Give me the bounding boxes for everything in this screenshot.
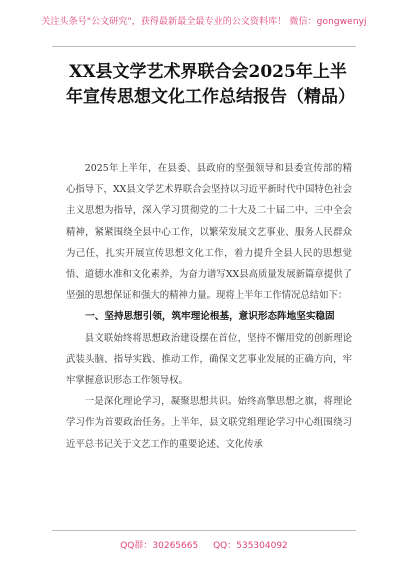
document-body [66, 158, 352, 455]
footer-contact [0, 538, 408, 551]
body-paragraph: 一是深化理论学习，凝聚思想共识。始终高擎思想之旗，将理论学习作为首要政治任务。上半年，县文联党组理论学习中心组围绕习近平总书记关于文艺工作的重要论述、文化传承 [66, 396, 352, 450]
footer-qq: QQ：535304092 [213, 541, 288, 551]
header-divider [52, 46, 356, 47]
section-heading: 一、坚持思想引领，筑牢理论根基，意识形态阵地坚实稳固 [85, 311, 335, 323]
footer-qq-group: QQ群：30265665 [120, 541, 199, 551]
body-paragraph: 县文联始终将思想政治建设摆在首位，坚持不懈用党的创新理论武装头脑、指导实践、推动工作，确保文艺事业发展的正确方向，牢牢掌握意识形态工作领导权。 [66, 332, 352, 387]
document-title: XX县文学艺术界联合会2025年上半年宣传思想文化工作总结报告（精品） [66, 62, 355, 107]
footer-divider [52, 530, 356, 531]
body-paragraph: 2025年上半年，在县委、县政府的坚强领导和县委宣传部的精心指导下，XX县文学艺术界联合会坚持以习近平新时代中国特色社会主义思想为指导，深入学习贯彻党的二十大及二十届二中、三中全会精神，紧紧围绕全县中心工作，以繁荣发展文艺事业、服务人民群众为己任，扎实开展宣传思想文化工作，着力提升全县人民的思想觉悟、道德水准和文化素养，为奋力谱写XX县高质量发展新篇章提供了坚强的思想保证和强大的精神力量。现将上半年工作情况总结如下： [66, 163, 352, 302]
header-note: 关注头条号"公文研究"，获得最新最全最专业的公文资料库！ 微信：gongwenyj [41, 17, 367, 27]
